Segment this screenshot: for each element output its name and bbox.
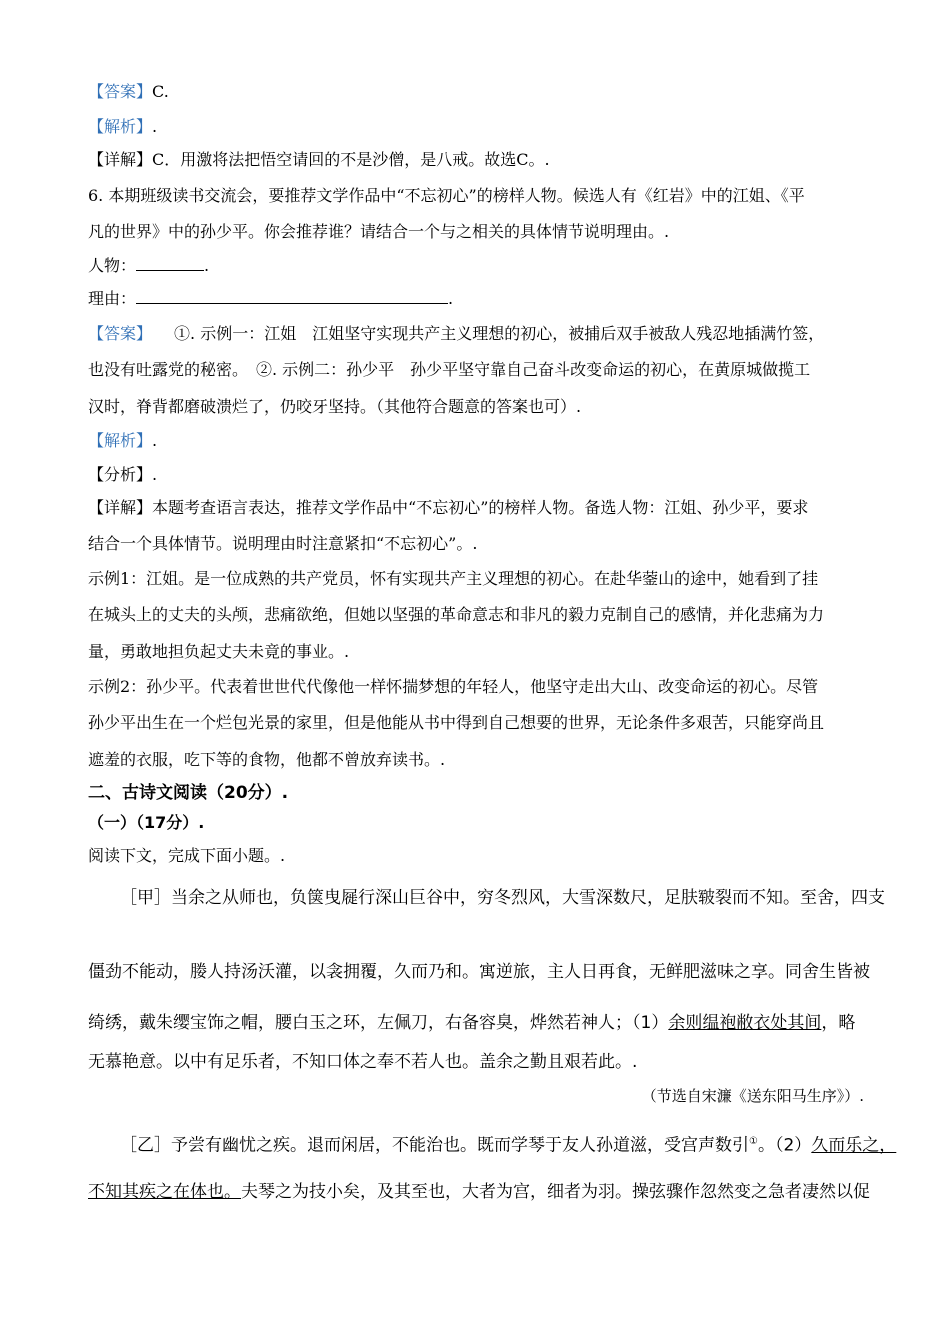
- detail-text: C．用激将法把悟空请回的不是沙僧，是八戒。故选C。.: [152, 150, 550, 169]
- fenxi-text: .: [152, 465, 158, 484]
- analysis-text: .: [152, 117, 158, 136]
- detail-tag: 【详解】: [88, 150, 153, 169]
- answer6-line2: 也没有吐露党的秘密。 ②. 示例二：孙少平 孙少平坚守靠自己奋斗改变命运的初心，在黄原城做揽工: [88, 360, 811, 379]
- part-heading: （一）（17分）.: [88, 813, 205, 832]
- example1-line1: 示例1：江姐。是一位成熟的共产党员，怀有实现共产主义理想的初心。在赴华蓥山的途中，她看到了挂: [88, 569, 819, 588]
- question-6-line1: 6. 本期班级读书交流会，要推荐文学作品中“不忘初心”的榜样人物。候选人有《红岩》中的江姐、《平: [88, 186, 805, 205]
- answer6-tag: 【答案】: [88, 324, 153, 343]
- jia-line4: 无慕艳意。以中有足乐者，不知口体之奉不若人也。盖余之勤且艰若此。.: [88, 1052, 638, 1072]
- fenxi-tag: 【分析】: [88, 465, 153, 484]
- jia-line3-b: ，略: [821, 1013, 856, 1033]
- detail2-text1: 本题考查语言表达，推荐文学作品中“不忘初心”的榜样人物。备选人物：江姐、孙少平，要求: [152, 498, 809, 517]
- detail2-tag: 【详解】: [88, 498, 153, 517]
- detail-line: [88, 150, 550, 170]
- answer6-line3: 汉时，脊背都磨破溃烂了，仍咬牙坚持。（其他符合题意的答案也可）.: [88, 397, 582, 416]
- yi-line2: [88, 1182, 870, 1202]
- answer-line: [88, 82, 169, 102]
- detail2-line1: [88, 498, 808, 518]
- question-6-line2: 凡的世界》中的孙少平。你会推荐谁？请结合一个与之相关的具体情节说明理由。.: [88, 222, 670, 241]
- source-citation: （节选自宋濂《送东阳马生序》）.: [641, 1087, 864, 1105]
- answer-tag: 【答案】: [88, 82, 153, 101]
- analysis2-tag: 【解析】: [88, 431, 153, 450]
- analysis-tag: 【解析】: [88, 117, 153, 136]
- example2-line2: 孙少平出生在一个烂包光景的家里，但是他能从书中得到自己想要的世界，无论条件多艰苦，只能穿尚且: [88, 713, 825, 732]
- example1-line3: 量，勇敢地担负起丈夫未竟的事业。.: [88, 642, 350, 661]
- answer6-line1: [88, 324, 824, 344]
- fenxi-line: [88, 465, 157, 485]
- example2-line3: 遮羞的衣服，吃下等的食物，他都不曾放弃读书。.: [88, 750, 446, 769]
- yi-line1-b: 。（2）: [757, 1135, 812, 1156]
- instruction-text: 阅读下文，完成下面小题。.: [88, 846, 286, 865]
- jia-line1: ［甲］当余之从师也，负箧曳屣行深山巨谷中，穷冬烈风，大雪深数尺，足肤皲裂而不知。至舍，四支: [120, 888, 885, 908]
- reason-line: [88, 289, 453, 309]
- yi-line1: [120, 1132, 896, 1156]
- yi-underlined-2: 不知其疾之在体也。: [88, 1182, 241, 1202]
- section-heading: 二、古诗文阅读（20分）.: [88, 783, 289, 803]
- answer6-text1: ①. 示例一：江姐 江姐坚守实现共产主义理想的初心，被捕后双手被敌人残忍地插满竹签，: [174, 324, 825, 343]
- reason-end: .: [448, 289, 454, 308]
- person-line: [88, 256, 209, 276]
- example1-line2: 在城头上的丈夫的头颅，悲痛欲绝，但她以坚强的革命意志和非凡的毅力克制自己的感情，并化悲痛为力: [88, 605, 825, 624]
- analysis2-line: [88, 431, 157, 451]
- analysis2-text: .: [152, 431, 158, 450]
- example2-line1: 示例2：孙少平。代表着世世代代像他一样怀揣梦想的年轻人，他坚守走出大山、改变命运的初心。尽管: [88, 677, 819, 696]
- detail2-line2: 结合一个具体情节。说明理由时注意紧扣“不忘初心”。.: [88, 534, 478, 553]
- jia-underlined-sentence: 余则缊袍敝衣处其间: [668, 1013, 822, 1033]
- person-label: 人物：: [88, 256, 137, 275]
- person-end: .: [204, 256, 210, 275]
- jia-line2: 僵劲不能动，媵人持汤沃灌，以衾拥覆，久而乃和。寓逆旅，主人日再食，无鲜肥滋味之享。同舍生皆被: [88, 962, 870, 982]
- footnote-marker: ①: [749, 1136, 758, 1147]
- jia-line3: [88, 1013, 855, 1033]
- analysis-line: [88, 117, 157, 137]
- person-blank: [136, 256, 204, 271]
- reason-blank: [136, 289, 448, 304]
- yi-line2-b: 夫琴之为技小矣，及其至也，大者为宫，细者为羽。操弦骤作忽然变之急者凄然以促: [241, 1182, 870, 1202]
- reason-label: 理由：: [88, 289, 137, 308]
- yi-underlined-1: 久而乐之，: [811, 1135, 897, 1156]
- jia-line3-a: 绮绣，戴朱缨宝饰之帽，腰白玉之环，左佩刀，右备容臭，烨然若神人；（1）: [88, 1013, 669, 1033]
- answer-text: C.: [152, 82, 169, 101]
- yi-line1-a: ［乙］予尝有幽忧之疾。退而闲居，不能治也。既而学琴于友人孙道滋，受宫声数引: [120, 1135, 749, 1156]
